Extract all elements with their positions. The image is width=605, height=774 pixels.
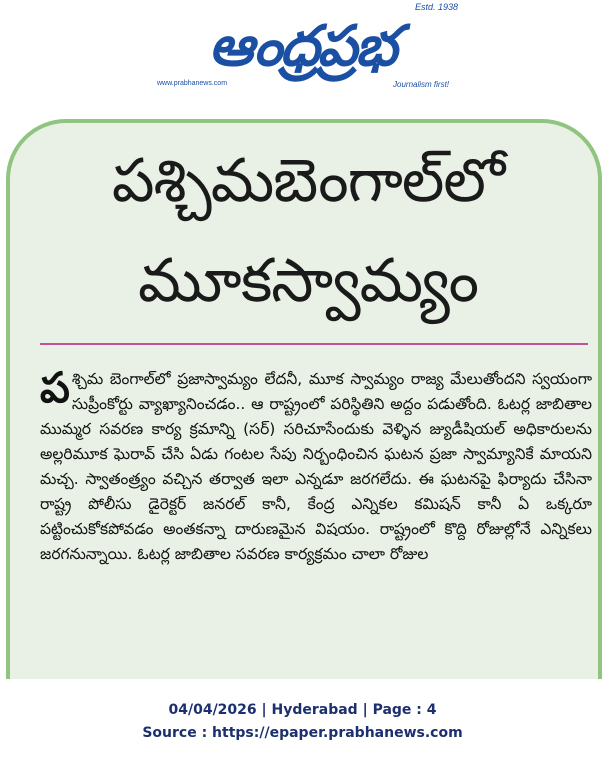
headline-divider	[40, 343, 588, 345]
newspaper-logo	[152, 8, 452, 88]
article-body-text: శ్చిమ బెంగాల్‌లో ప్రజాస్వామ్యం లేదనీ, మూక స్వామ్యం రాజ్య మేలుతోందని స్వయంగా సుప్రీంకోర్టు వ్యాఖ్యానించడం.. ఆ రాష్ట్రంలో పరిస్థితిని అద్దం పడుతోంది. ఓటర్ల జాబితాల ముమ్మర సవరణ కార్య క్రమాన్ని (సర్) సరిచూసేందుకు వెళ్ళిన జ్యుడీషియల్ అధికారులను అల్లరిమూక ఘెరావ్ చేసి ఏడు గంటల సేపు నిర్బంధించిన ఘటన ప్రజా స్వామ్యానికే మాయని మచ్చ. స్వాతంత్ర్యం వచ్చిన తర్వాత ఇలా ఎన్నడూ జరగలేదు. ఈ ఘటనపై ఫిర్యాదు చేసినా రాష్ట్ర పోలీసు డైరెక్టర్ జనరల్ కానీ, కేంద్ర ఎన్నికల కమిషన్ కానీ ఏ ఒక్కరూ పట్టించుకోకపోవడం అంతకన్నా దారుణమైన విషయం. రాష్ట్రంలో కొద్ది రోజుల్లోనే ఎన్నికలు జరగనున్నాయి. ఓటర్ల జాబితాల సవరణ కార్యక్రమం చాలా రోజుల	[40, 370, 592, 563]
editorial-article	[6, 119, 602, 679]
masthead	[0, 0, 605, 105]
tagline: Journalism first!	[393, 80, 450, 89]
article-body	[40, 363, 592, 567]
headline-line-2: మూకస్వామ్యం	[137, 246, 479, 316]
drop-cap: ప	[40, 363, 70, 412]
headline-line-1: పశ్చిమబెంగాల్‌లో	[111, 146, 505, 216]
source-link[interactable]: Source : https://epaper.prabhanews.com	[142, 725, 463, 741]
site-url: www.prabhanews.com	[157, 80, 228, 87]
edition-info: 04/04/2026 | Hyderabad | Page : 4	[168, 702, 437, 718]
logo-text: ఆంధ్రప్రభ	[208, 14, 396, 79]
footer	[0, 679, 605, 774]
established-year: Estd. 1938	[415, 2, 459, 12]
